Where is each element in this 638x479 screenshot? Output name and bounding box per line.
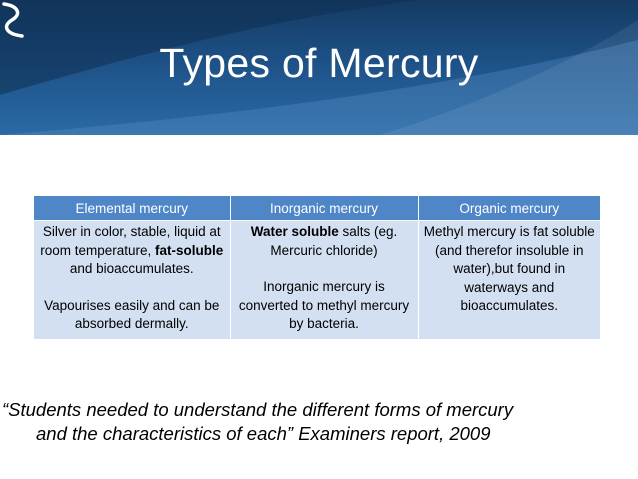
inorganic-description: Water soluble salts (eg. Mercuric chloride) <box>250 224 398 258</box>
table-header-row <box>34 196 600 221</box>
header-inorganic: Inorganic mercury <box>230 196 418 221</box>
quote-line-1: “Students needed to understand the different forms of mercury <box>2 399 514 420</box>
water-soluble-emphasis: Water soluble <box>250 224 339 239</box>
fat-soluble-emphasis: fat-soluble <box>155 242 224 258</box>
inorganic-conversion: Inorganic mercury is converted to methyl mercury by bacteria. <box>238 279 410 331</box>
elemental-description: Silver in color, stable, liquid at room temperature, fat-soluble and bioaccumulates. <box>40 224 224 276</box>
slide-title: Types of Mercury <box>159 40 479 86</box>
cell-elemental <box>34 221 230 339</box>
header-organic: Organic mercury <box>418 196 600 221</box>
cell-inorganic <box>230 221 418 339</box>
quote-line-2: and the characteristics of each” Examiners report, 2009 <box>36 423 491 444</box>
elemental-absorption: Vapourises easily and can be absorbed dermally. <box>44 297 220 331</box>
table-row <box>34 221 600 339</box>
swirl-logo-icon <box>0 0 26 40</box>
cell-organic <box>418 221 600 339</box>
mercury-types-table <box>34 196 600 339</box>
slide-header <box>0 0 638 135</box>
header-elemental: Elemental mercury <box>34 196 230 221</box>
organic-description: Methyl mercury is fat soluble (and therefor insoluble in water),but found in waterways and bioaccumulates. <box>423 224 595 313</box>
examiners-quote <box>0 398 638 446</box>
